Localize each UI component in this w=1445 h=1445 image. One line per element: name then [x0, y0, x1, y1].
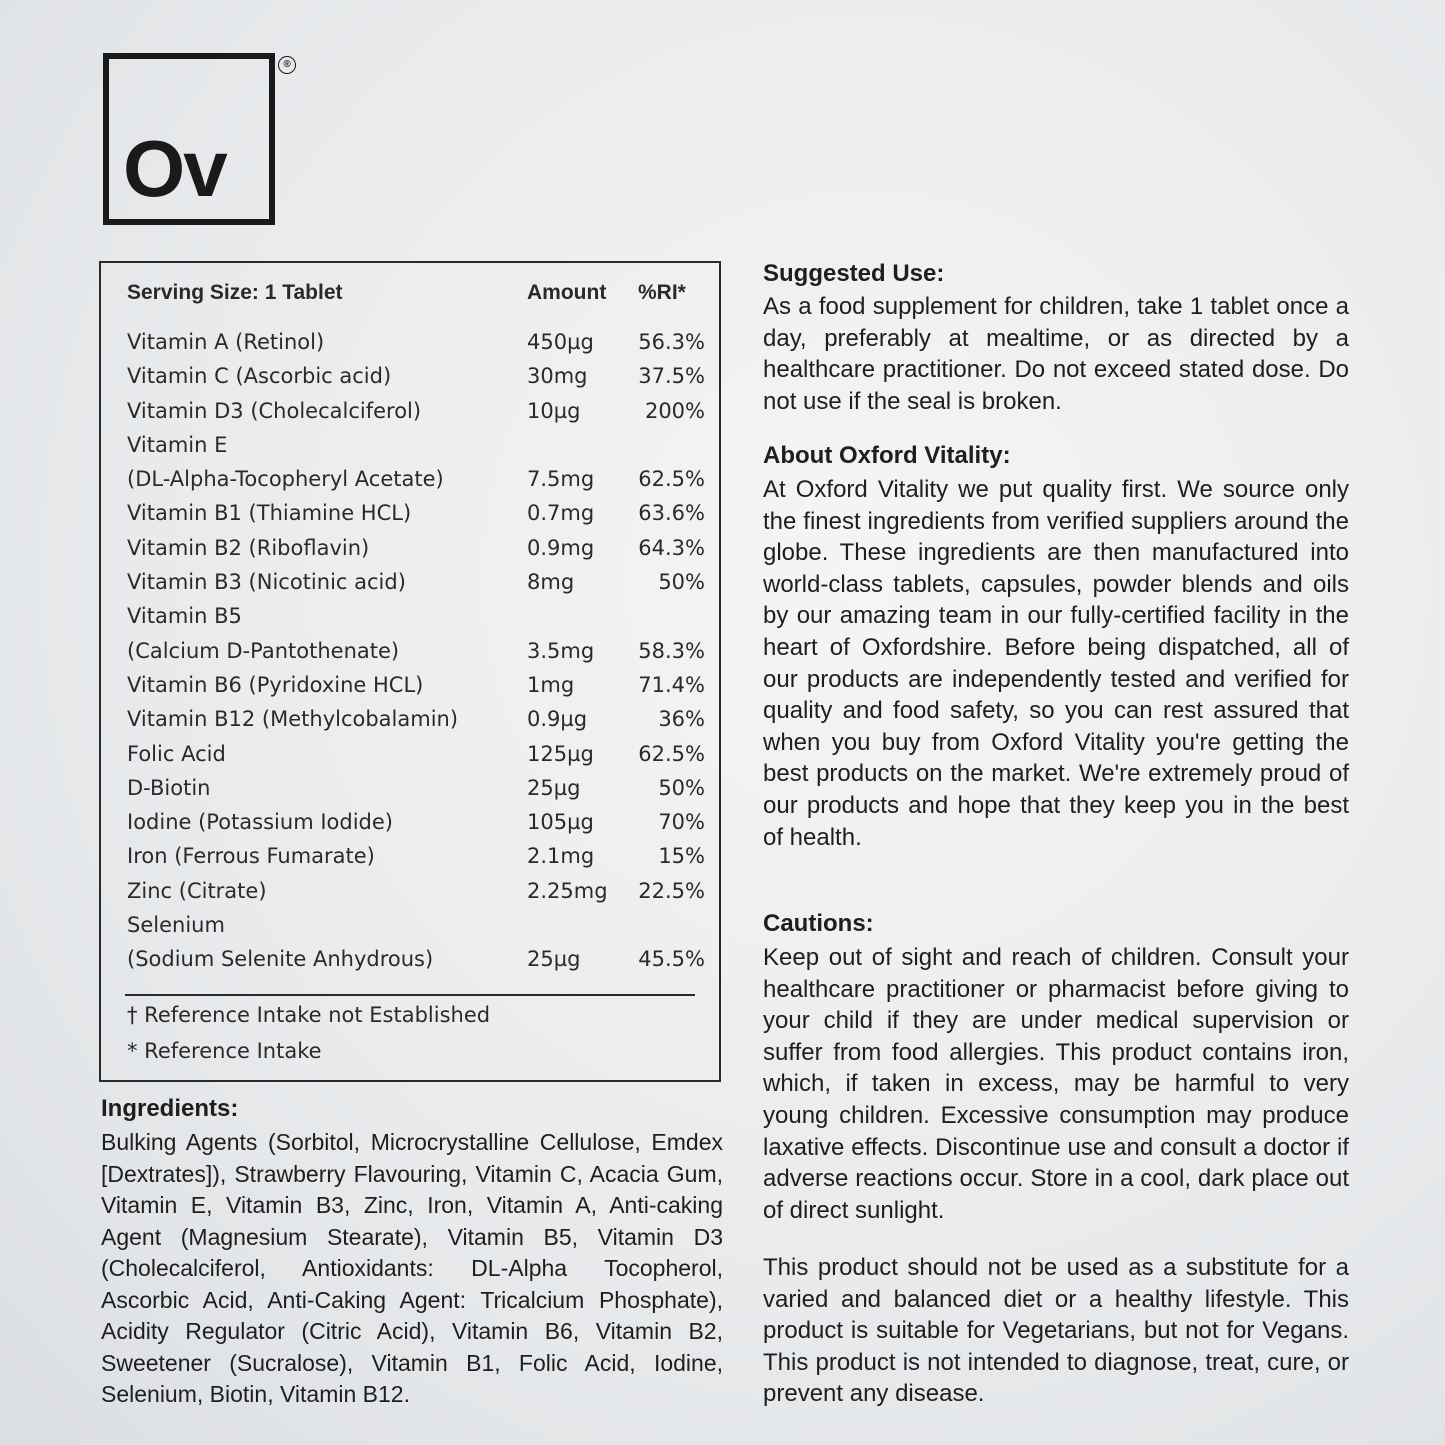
suggested-use-title: Suggested Use: [763, 260, 945, 287]
table-row [101, 702, 719, 736]
nutrient-amount: 30mg [527, 364, 588, 389]
footnote-star: * Reference Intake [127, 1039, 322, 1063]
ingredients-text: Bulking Agents (Sorbitol, Microcrystalline Cellulose, Emdex [Dextrates]), Strawberry Flavouring, Vitamin C, Acacia Gum, Vitamin E, Vitamin B3, Zinc, Iron, Vitamin A, Anti-caking Agent (Magnesium Stearate), Vitamin B5, Vitamin D3 (Cholecalciferol, Antioxidants: DL-Alpha Tocopherol, Ascorbic Acid, Anti-Caking Agent: Tricalcium Phosphate), Acidity Regulator (Citric Acid), Vitamin B6, Vitamin B2, Sweetener (Sucralose), Vitamin B1, Folic Acid, Iodine, Selenium, Biotin, Vitamin B12. [101, 1129, 723, 1407]
cautions-title: Cautions: [763, 910, 874, 937]
ri-header: %RI* [638, 281, 686, 304]
table-row [101, 668, 719, 702]
nutrient-name: Vitamin B3 (Nicotinic acid) [127, 570, 406, 595]
nutrient-rows [101, 325, 719, 977]
table-row [101, 737, 719, 771]
nutrient-name: D-Biotin [127, 775, 211, 800]
nutrient-amount: 0.9µg [527, 707, 588, 732]
nutrient-ri: 15% [658, 844, 705, 869]
nutrient-amount: 25µg [527, 775, 581, 800]
table-row [101, 462, 719, 496]
brand-logo [103, 53, 275, 225]
nutrient-name: Iodine (Potassium Iodide) [127, 810, 393, 835]
nutrient-name: Vitamin D3 (Cholecalciferol) [127, 398, 422, 423]
nutrient-amount: 2.1mg [527, 844, 595, 869]
nutrient-name: Vitamin B6 (Pyridoxine HCL) [127, 672, 424, 697]
nutrition-table [99, 261, 721, 1082]
disclaimer-text: This product should not be used as a substitute for a varied and balanced diet or a healthy lifestyle. This product is suitable for Vegetarians, but not for Vegans. This product is not intended to diagnose, treat, cure, or prevent any disease. [763, 1254, 1349, 1408]
nutrient-name: Folic Acid [127, 741, 226, 766]
table-row [101, 565, 719, 599]
nutrient-amount: 8mg [527, 570, 575, 595]
serving-size-header: Serving Size: 1 Tablet [127, 281, 343, 304]
table-row [101, 839, 719, 873]
nutrient-name: Selenium [127, 913, 225, 938]
nutrient-name: Vitamin B5 [127, 604, 242, 629]
nutrient-name: Vitamin A (Retinol) [127, 330, 325, 354]
nutrient-name: Vitamin B1 (Thiamine HCL) [127, 501, 412, 526]
table-row [101, 531, 719, 565]
nutrient-ri: 22.5% [638, 878, 705, 903]
nutrient-name: Zinc (Citrate) [127, 878, 267, 903]
nutrient-amount: 0.9mg [527, 535, 595, 560]
nutrient-amount: 125µg [527, 741, 594, 766]
table-row [101, 805, 719, 839]
logo-text: Ov [123, 124, 226, 213]
nutrient-ri: 63.6% [638, 501, 705, 526]
table-row [101, 942, 719, 976]
nutrient-name: (DL-Alpha-Tocopheryl Acetate) [127, 467, 444, 492]
about-text: At Oxford Vitality we put quality first. We source only the finest ingredients from verified suppliers around the globe. These ingredients are then manufactured into world-class tablets, capsules, powder blends and oils by our amazing team in our fully-certified facility in the heart of Oxfordshire. Before being dispatched, all of our products are independently tested and verified for quality and food safety, so you can rest assured that when you buy from Oxford Vitality you're getting the best products on the market. We're extremely proud of our products and hope that they keep you in the best of health. [763, 476, 1349, 851]
nutrient-amount: 3.5mg [527, 638, 595, 663]
nutrient-ri: 200% [644, 398, 705, 423]
table-row [101, 634, 719, 668]
nutrient-amount: 1mg [527, 672, 575, 697]
nutrient-ri: 45.5% [638, 947, 705, 972]
footnote-dagger: † Reference Intake not Established [127, 1003, 491, 1027]
nutrient-amount: 0.7mg [527, 501, 595, 526]
registered-mark: ® [278, 56, 296, 74]
table-row [101, 394, 719, 428]
nutrient-ri: 36% [658, 707, 705, 732]
nutrient-amount: 2.25mg [527, 878, 608, 903]
table-row [101, 428, 719, 462]
nutrient-amount: 25µg [527, 947, 581, 972]
table-row [101, 874, 719, 908]
suggested-use-text: As a food supplement for children, take 1 tablet once a day, preferably at mealtime, or as directed by a healthcare practitioner. Do not exceed stated dose. Do not use if the seal is broken. [763, 293, 1349, 415]
about-title: About Oxford Vitality: [763, 442, 1011, 469]
cautions-text: Keep out of sight and reach of children. Consult your healthcare practitioner or pharmacist before giving to your child if they are under medical supervision or suffer from food allergies. This product contains iron, which, if taken in excess, may be harmful to very young children. Excessive consumption may produce laxative effects. Discontinue use and consult a doctor if adverse reactions occur. Store in a cool, dark place out of direct sunlight. [763, 944, 1349, 1224]
table-divider [125, 994, 695, 996]
table-row [101, 359, 719, 393]
table-row [101, 599, 719, 633]
nutrient-name: Vitamin B2 (Riboflavin) [127, 535, 370, 560]
table-row [101, 771, 719, 805]
nutrient-amount: 450µg [527, 330, 594, 354]
nutrient-ri: 64.3% [638, 535, 705, 560]
nutrient-name: Vitamin E [127, 432, 228, 457]
nutrient-name: Vitamin C (Ascorbic acid) [127, 364, 392, 389]
nutrient-amount: 7.5mg [527, 467, 595, 492]
nutrient-name: (Calcium D-Pantothenate) [127, 638, 400, 663]
table-row [101, 496, 719, 530]
nutrient-ri: 70% [658, 810, 705, 835]
nutrient-name: (Sodium Selenite Anhydrous) [127, 947, 434, 972]
table-row [101, 908, 719, 942]
nutrient-ri: 56.3% [638, 330, 705, 354]
amount-header: Amount [527, 281, 607, 304]
nutrient-name: Vitamin B12 (Methylcobalamin) [127, 707, 459, 732]
nutrient-name: Iron (Ferrous Fumarate) [127, 844, 375, 869]
nutrient-ri: 37.5% [638, 364, 705, 389]
nutrient-amount: 10µg [527, 398, 581, 423]
table-row [101, 325, 719, 359]
nutrient-ri: 58.3% [638, 638, 705, 663]
nutrient-ri: 50% [658, 775, 705, 800]
nutrient-ri: 50% [658, 570, 705, 595]
ingredients-title: Ingredients: [101, 1095, 239, 1122]
nutrient-ri: 71.4% [638, 672, 705, 697]
nutrient-amount: 105µg [527, 810, 594, 835]
nutrient-ri: 62.5% [638, 741, 705, 766]
nutrient-ri: 62.5% [638, 467, 705, 492]
